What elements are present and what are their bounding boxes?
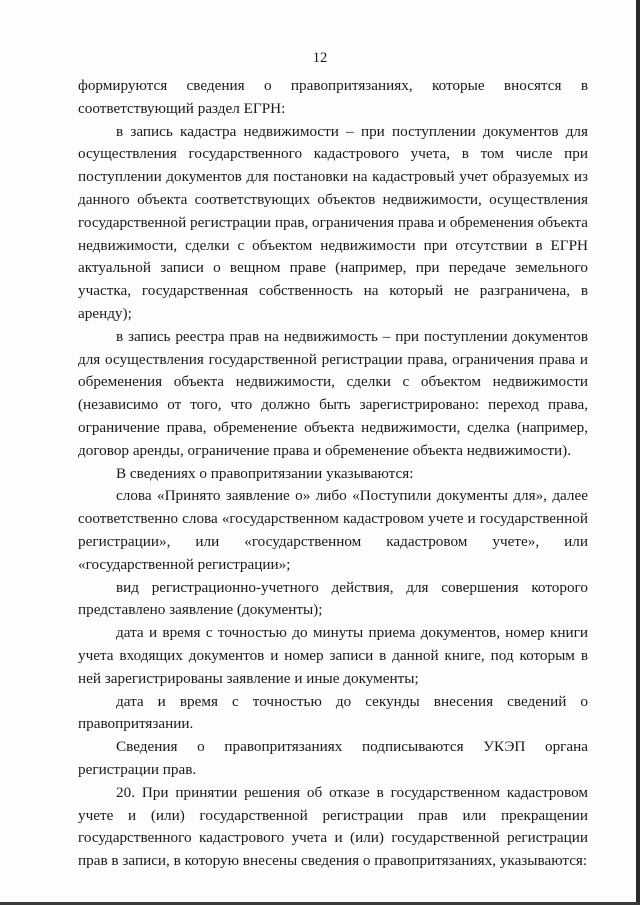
paragraph-entry-datetime-item: дата и время с точностью до секунды внесения сведений о правопритязании. <box>78 692 588 733</box>
document-body <box>78 75 588 873</box>
paragraph-intro: формируются сведения о правопритязаниях, которые вносятся в соответствующий раздел ЕГРН: <box>78 77 588 117</box>
paragraph-section-20: 20. При принятии решения об отказе в государственном кадастровом учете и (или) государственной регистрации прав или прекращении государственного кадастрового учета и (или) государственной регистрации прав в записи, в которую внесены сведения о правопритязаниях, указываются: <box>78 783 588 870</box>
page-number: 12 <box>312 50 328 66</box>
paragraph-rights-registry-record: в запись реестра прав на недвижимость – при поступлении документов для осуществления государственной регистрации права, ограничения права и обременения объекта недвижимости, сделки с объектом недвижимости (независимо от того, что должно быть зарегистрировано: переход права, ограничение права, обременение объекта недвижимости, сделка (например, договор аренды, ограничение права и обременение объекта недвижимости). <box>78 327 588 459</box>
paragraph-action-type-item: вид регистрационно-учетного действия, для совершения которого представлено заявление (документы); <box>78 578 588 619</box>
paragraph-cadastre-record: в запись кадастра недвижимости – при поступлении документов для осуществления государственного кадастрового учета, в том числе при поступлении документов для постановки на кадастровый учет образуемых из данного объекта соответствующих объектов недвижимости, осуществления государственной регистрации прав, ограничения права и обременения объекта недвижимости, сделки с объектом недвижимости при отсутствии в ЕГРН актуальной записи о вещном праве (например, при передаче земельного участка, государственная собственность на который не разграничена, в аренду); <box>78 122 588 322</box>
paragraph-claims-heading: В сведениях о правопритязании указываются: <box>116 464 414 482</box>
paragraph-words-item: слова «Принято заявление о» либо «Поступили документы для», далее соответственно слова «государственном кадастровом учете и государственной регистрации», или «государственном кадастровом учете», или «государственной регистрации»; <box>78 487 588 573</box>
paragraph-signature-note: Сведения о правопритязаниях подписываются УКЭП органа регистрации прав. <box>78 738 588 778</box>
paragraph-receipt-datetime-item: дата и время с точностью до минуты приема документов, номер книги учета входящих документов и номер записи в данной книге, под которым в ней зарегистрированы заявление и иные документы; <box>78 624 588 687</box>
scan-edge-right <box>636 0 640 905</box>
